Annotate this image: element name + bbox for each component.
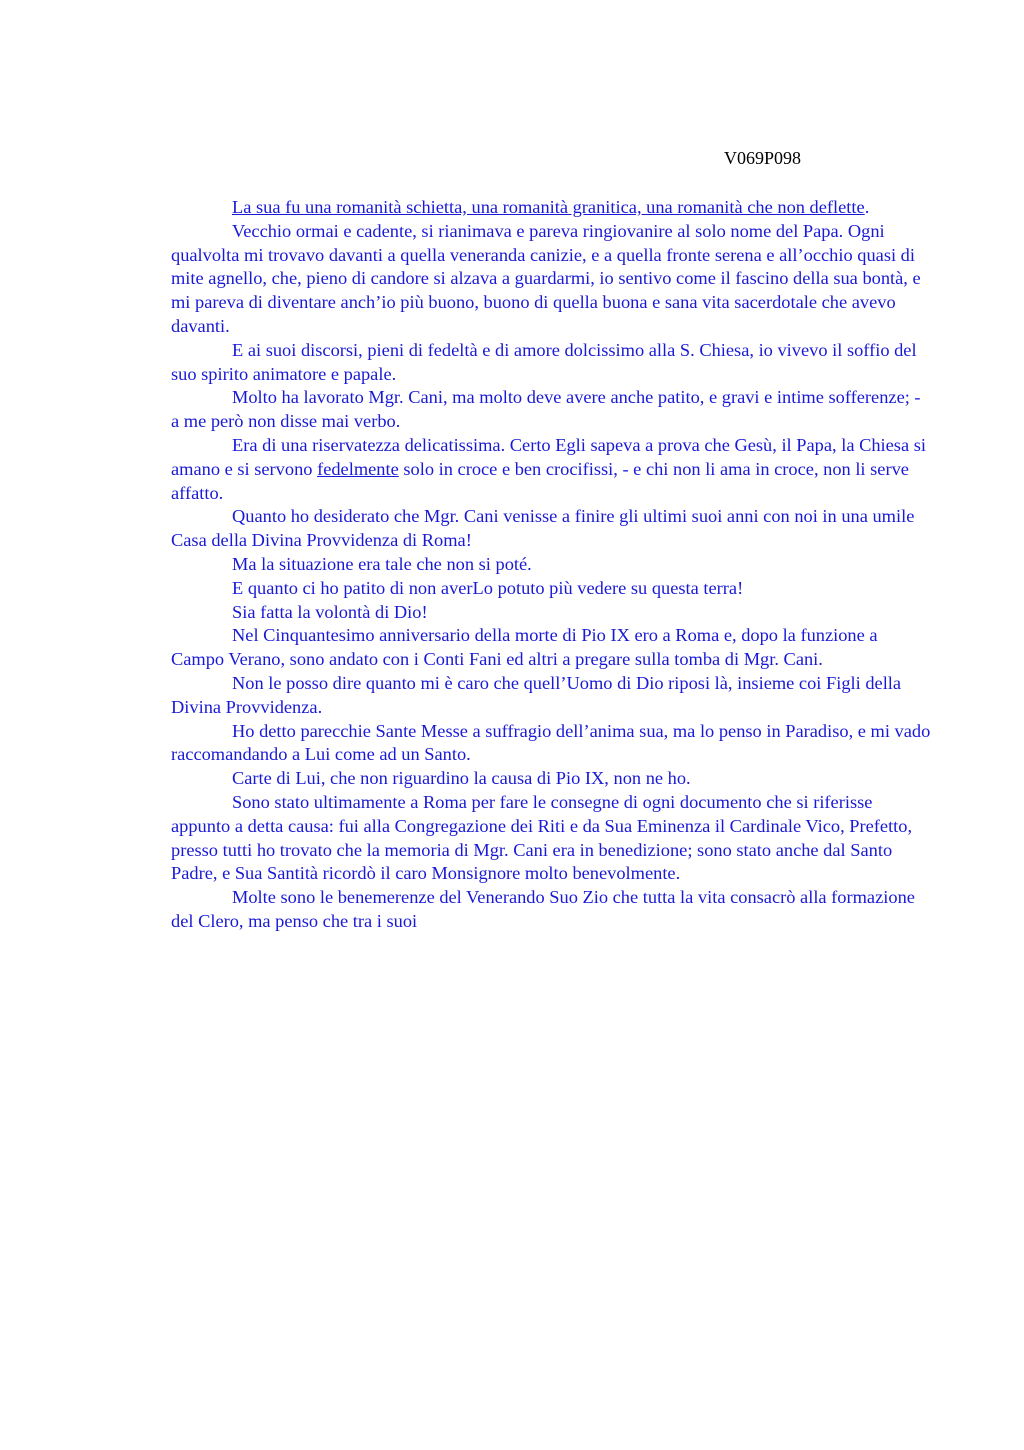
paragraph-8: E quanto ci ho patito di non averLo potuto più vedere su questa terra! (232, 577, 744, 598)
paragraph-13: Carte di Lui, che non riguardino la causa di Pio IX, non ne ho. (232, 768, 691, 789)
paragraph-1 (171, 196, 931, 220)
paragraph-7: Ma la situazione era tale che non si poté. (232, 553, 532, 574)
paragraph-15: Molte sono le benemerenze del Venerando Suo Zio che tutta la vita consacrò alla formazione del Clero, ma penso che tra i suoi (171, 887, 915, 931)
paragraph-9: Sia fatta la volontà di Dio! (232, 601, 428, 622)
underlined-phrase: La sua fu una romanità schietta, una romanità granitica, una romanità che non deflette (232, 197, 865, 217)
paragraph-3: E ai suoi discorsi, pieni di fedeltà e di amore dolcissimo alla S. Chiesa, io vivevo il soffio del suo spirito animatore e papale. (171, 339, 917, 384)
paragraph-11: Non le posso dire quanto mi è caro che quell’Uomo di Dio riposi là, insieme coi Figli della Divina Provvidenza. (171, 672, 902, 717)
underlined-word: fedelmente (317, 458, 399, 479)
paragraph-6: Quanto ho desiderato che Mgr. Cani venisse a finire gli ultimi suoi anni con noi in una umile Casa della Divina Provvidenza di Roma! (171, 506, 915, 551)
paragraph-5-end: solo in croce e ben crocifissi, - e chi non li ama in croce, non li serve affatto. (171, 458, 909, 503)
paragraph-4: Molto ha lavorato Mgr. Cani, ma molto deve avere anche patito, e gravi e intime sofferenze; - a me però non disse mai verbo. (171, 387, 921, 432)
paragraph-2: Vecchio ormai e cadente, si rianimava e pareva ringiovanire al solo nome del Papa. Ogni qualvolta mi trovavo davanti a quella veneranda canizie, e a quella fronte serena e all’occhio quasi di mite agnello, che, pieno di candore si alzava a guardarmi, io sentivo come il fascino della sua bontà, e mi pareva di diventare anch’io più buono, buono di quella buona e sana vita sacerdotale che avevo davanti. (171, 220, 921, 336)
paragraph-14: Sono stato ultimamente a Roma per fare le consegne di ogni documento che si riferisse appunto a detta causa: fui alla Congregazione dei Riti e da Sua Eminenza il Cardinale Vico, Prefetto, presso tutti ho trovato che la memoria di Mgr. Cani era in benedizione; sono stato anche dal Santo Padre, e Sua Santità ricordò il caro Monsignore molto benevolmente. (171, 791, 913, 884)
page-identifier: V069P098 (724, 148, 802, 168)
paragraph-5 (171, 434, 931, 505)
paragraph-10: Nel Cinquantesimo anniversario della morte di Pio IX ero a Roma e, dopo la funzione a Campo Verano, sono andato con i Conti Fani ed altri a pregare sulla tomba di Mgr. Cani. (171, 625, 878, 670)
letter-body (171, 196, 931, 934)
paragraph-1-end: . (864, 197, 870, 217)
paragraph-5-start: Era di una riservatezza delicatissima. Certo Egli sapeva a prova che Gesù, il Papa, la Chiesa si amano e si servono (171, 434, 926, 479)
paragraph-12: Ho detto parecchie Sante Messe a suffragio dell’anima sua, ma lo penso in Paradiso, e mi vado raccomandando a Lui come ad un Santo. (171, 720, 931, 765)
